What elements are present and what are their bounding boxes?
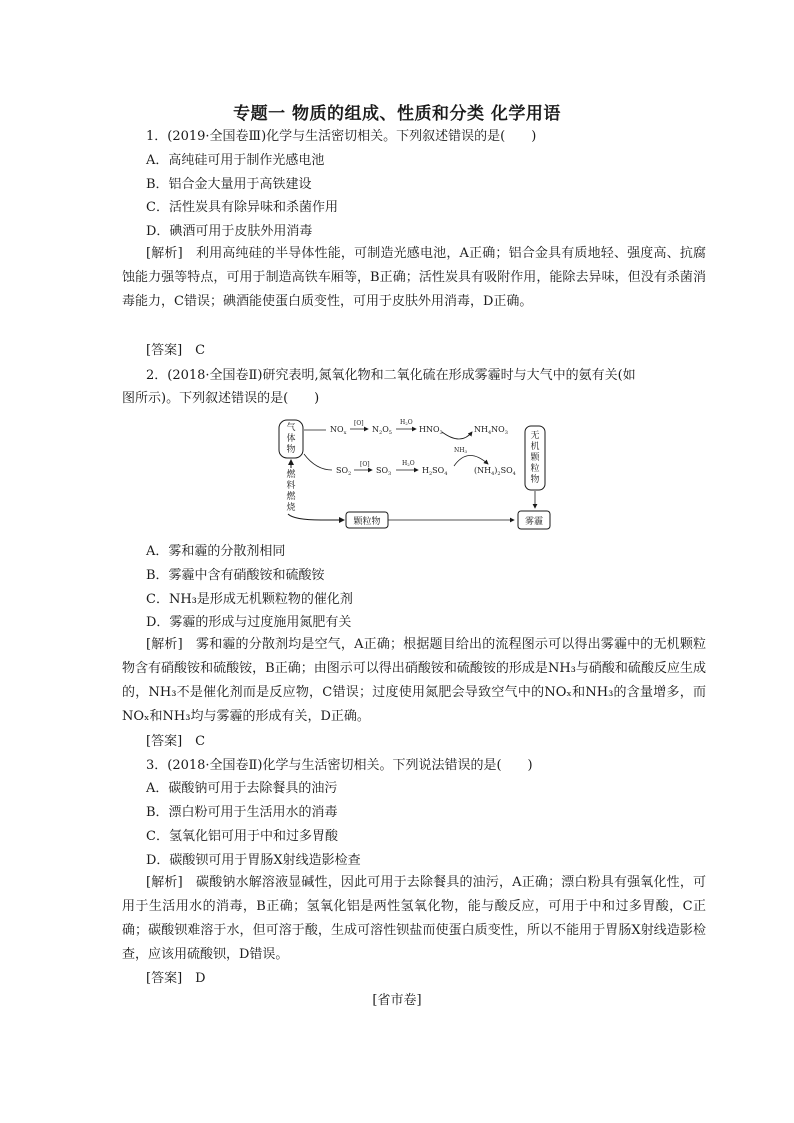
- q3-option-d: D．碳酸钡可用于胃肠X射线造影检查: [146, 853, 361, 868]
- q2-option-c: C．NH₃是形成无机颗粒物的催化剂: [146, 592, 353, 607]
- gas-char-2: 体: [286, 434, 296, 444]
- row2-o-label: [O]: [360, 461, 370, 468]
- inorganic-char-3: 颗: [530, 453, 540, 463]
- q3-option-a: A．碳酸钠可用于去除餐具的油污: [146, 781, 338, 796]
- row2-so3: $SO_3$: [376, 466, 392, 477]
- q3-analysis-tag: [解析]: [146, 875, 183, 890]
- nh3-label: NH3: [454, 447, 468, 454]
- q2-stem-line2: 图所示)。下列叙述错误的是( ): [122, 391, 320, 406]
- q1-answer: [146, 342, 205, 360]
- row1-h2o-label: H2O: [400, 419, 413, 426]
- q1-analysis-tag: [解析]: [146, 246, 183, 261]
- q2-answer: [146, 733, 205, 751]
- q1-answer-tag: [答案]: [146, 343, 183, 358]
- q2-analysis-tag: [解析]: [146, 637, 183, 652]
- row2-h2so4: $H_2SO_4$: [422, 466, 448, 477]
- q2-answer-tag: [答案]: [146, 734, 183, 749]
- inorganic-char-2: 机: [530, 442, 540, 452]
- inorganic-char-5: 物: [530, 475, 540, 485]
- inorganic-char-4: 粒: [530, 464, 540, 474]
- row1-n2o5: $N_2O_5$: [372, 425, 392, 436]
- q2-answer-value: C: [195, 734, 206, 749]
- row2-nh4-2so4: $(NH_4)_2SO_4$: [474, 466, 516, 477]
- row1-hno3: $HNO_3$: [419, 425, 443, 436]
- q3-analysis-text: 碳酸钠水解溶液显碱性，因此可用于去除餐具的油污，A正确；漂白粉具有强氧化性，可用于生活用水的消毒，B正确；氢氧化铝是两性氢氧化物，能与酸反应，可用于中和过多胃酸，C正确；碳酸钡难溶于水，但可溶于酸，生成可溶性钡盐而使蛋白质变性，所以不能用于胃肠X射线造影检查，应该用硫酸钡，D错误。: [122, 875, 706, 962]
- q1-option-d: D．碘酒可用于皮肤外用消毒: [146, 224, 313, 239]
- fuel-char-2: 料: [286, 481, 296, 491]
- q3-analysis: [122, 871, 706, 967]
- row2-so2: $SO_2$: [336, 466, 352, 477]
- q1-analysis-text: 利用高纯硅的半导体性能，可制造光感电池，A正确；铝合金具有质地轻、强度高、抗腐蚀能力强等特点，可用于制造高铁车厢等，B正确；活性炭具有吸附作用，能除去异味，但没有杀菌消毒能力，C错误；碘酒能使蛋白质变性，可用于皮肤外用消毒，D正确。: [122, 246, 706, 309]
- fuel-char-1: 燃: [286, 470, 296, 480]
- row1-o-label: [O]: [354, 420, 364, 427]
- q2-option-a: A．雾和霾的分散剂相同: [146, 544, 286, 559]
- page-title: 专题一 物质的组成、性质和分类 化学用语: [233, 104, 561, 124]
- row1-nh4no3: $NH_4NO_3$: [474, 425, 508, 436]
- particles-label: 颗粒物: [353, 517, 381, 527]
- q2-analysis-text: 雾和霾的分散剂均是空气，A正确；根据题目给出的流程图示可以得出雾霾中的无机颗粒物含有硝酸铵和硫酸铵，B正确；由图示可以得出硝酸铵和硫酸铵的形成是NH₃与硝酸和硫酸反应生成的，NH₃不是催化剂而是反应物，C错误；过度使用氮肥会导致空气中的NOₓ和NH₃的含量增多，而NOₓ和NH₃均与雾霾的形成有关，D正确。: [122, 637, 706, 724]
- q2-option-b: B．雾霾中含有硝酸铵和硫酸铵: [146, 568, 325, 583]
- q3-option-c: C．氢氧化铝可用于中和过多胃酸: [146, 829, 338, 844]
- inorganic-char-1: 无: [530, 431, 540, 441]
- q3-answer: [146, 970, 206, 988]
- q2-stem-line1: 2．(2018·全国卷Ⅱ)研究表明,氮氧化物和二氧化硫在形成雾霾时与大气中的氨有关(如: [146, 368, 636, 383]
- gas-char-3: 物: [286, 445, 296, 455]
- row2-h2o-label: H2O: [402, 460, 415, 467]
- row1-nox: $NO_x$: [330, 425, 347, 436]
- q2-analysis: [122, 633, 706, 729]
- q1-answer-value: C: [195, 343, 206, 358]
- q1-analysis: [122, 242, 706, 314]
- q2-option-d: D．雾霾的形成与过度施用氮肥有关: [146, 615, 352, 630]
- section-heading: [省市卷]: [372, 993, 422, 1008]
- gas-char-1: 气: [286, 423, 296, 433]
- fuel-char-4: 烧: [286, 503, 296, 513]
- q3-stem: 3．(2018·全国卷Ⅱ)化学与生活密切相关。下列说法错误的是( ): [146, 758, 533, 773]
- q1-option-a: A．高纯硅可用于制作光感电池: [146, 153, 325, 168]
- smog-label: 雾霾: [524, 517, 544, 527]
- q1-option-b: B．铝合金大量用于高铁建设: [146, 177, 312, 192]
- q3-answer-tag: [答案]: [146, 971, 183, 986]
- q3-answer-value: D: [195, 971, 206, 986]
- smog-formation-diagram: [266, 416, 556, 532]
- fuel-char-3: 燃: [286, 492, 296, 502]
- q1-stem: 1．(2019·全国卷Ⅲ)化学与生活密切相关。下列叙述错误的是( ): [146, 129, 537, 144]
- q3-option-b: B．漂白粉可用于生活用水的消毒: [146, 805, 338, 820]
- q1-option-c: C．活性炭具有除异味和杀菌作用: [146, 200, 338, 215]
